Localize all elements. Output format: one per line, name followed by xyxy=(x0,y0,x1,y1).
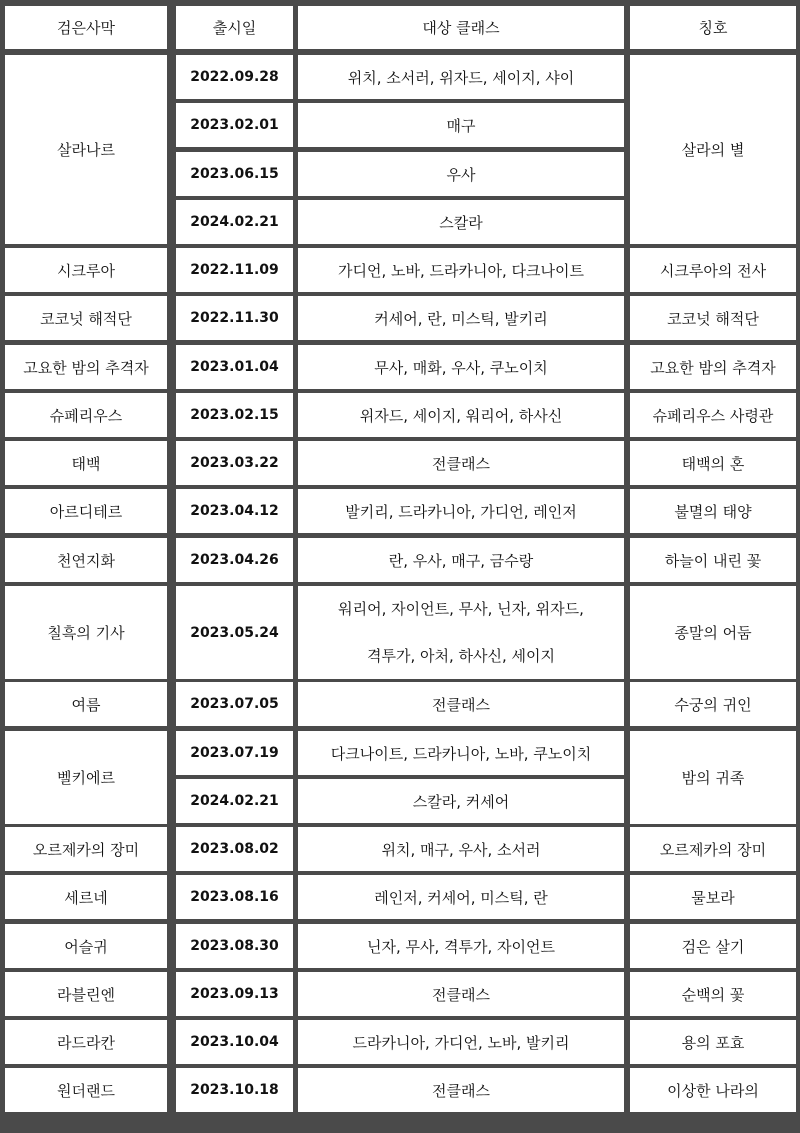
target-classes xyxy=(298,538,624,582)
release-date: 2022.11.30 xyxy=(176,296,293,340)
target-classes xyxy=(298,152,624,196)
class-list-line: 닌자, 무사, 격투가, 자이언트 xyxy=(367,937,555,956)
costume-name: 원더랜드 xyxy=(5,1068,167,1112)
costume-name: 오르제카의 장미 xyxy=(5,827,167,871)
release-date: 2023.08.16 xyxy=(176,875,293,919)
class-list-line: 우사 xyxy=(446,165,476,184)
target-classes xyxy=(298,1020,624,1064)
header-release-date: 출시일 xyxy=(176,6,293,49)
header-target-classes: 대상 클래스 xyxy=(298,6,624,49)
class-list-line: 란, 우사, 매구, 금수랑 xyxy=(388,551,534,570)
release-date: 2023.10.18 xyxy=(176,1068,293,1112)
costume-name: 라드라칸 xyxy=(5,1020,167,1064)
costume-title: 오르제카의 장미 xyxy=(630,827,796,871)
release-date: 2023.04.12 xyxy=(176,489,293,533)
release-date: 2023.02.15 xyxy=(176,393,293,437)
costume-name: 벨키에르 xyxy=(5,731,167,824)
target-classes xyxy=(298,731,624,775)
costume-name: 어슬귀 xyxy=(5,924,167,968)
release-date: 2024.02.21 xyxy=(176,779,293,823)
target-classes xyxy=(298,875,624,919)
release-date: 2023.06.15 xyxy=(176,152,293,196)
costume-title: 용의 포효 xyxy=(630,1020,796,1064)
costume-title: 종말의 어둠 xyxy=(630,586,796,679)
class-list-line: 위치, 매구, 우사, 소서러 xyxy=(381,840,541,859)
release-date: 2022.11.09 xyxy=(176,248,293,292)
target-classes xyxy=(298,55,624,99)
release-date: 2023.09.13 xyxy=(176,972,293,1016)
costume-title: 태백의 혼 xyxy=(630,441,796,485)
release-date: 2023.05.24 xyxy=(176,586,293,679)
release-date: 2023.02.01 xyxy=(176,103,293,147)
class-list-line: 발키리, 드라카니아, 가디언, 레인저 xyxy=(345,502,577,521)
target-classes xyxy=(298,827,624,871)
costume-title: 고요한 밤의 추격자 xyxy=(630,345,796,389)
target-classes xyxy=(298,972,624,1016)
costume-name: 칠흑의 기사 xyxy=(5,586,167,679)
costume-name: 세르네 xyxy=(5,875,167,919)
costume-title: 불멸의 태양 xyxy=(630,489,796,533)
costume-name: 슈페리우스 xyxy=(5,393,167,437)
target-classes xyxy=(298,586,624,679)
costume-name: 라블린엔 xyxy=(5,972,167,1016)
target-classes xyxy=(298,1068,624,1112)
class-list-line: 무사, 매화, 우사, 쿠노이치 xyxy=(374,358,548,377)
target-classes xyxy=(298,103,624,147)
release-date: 2023.07.05 xyxy=(176,682,293,726)
class-list-line: 위자드, 세이지, 워리어, 하사신 xyxy=(359,406,563,425)
target-classes xyxy=(298,296,624,340)
release-date: 2023.03.22 xyxy=(176,441,293,485)
release-date: 2023.08.30 xyxy=(176,924,293,968)
class-list-line: 워리어, 자이언트, 무사, 닌자, 위자드, xyxy=(338,600,584,619)
target-classes xyxy=(298,489,624,533)
target-classes xyxy=(298,779,624,823)
costume-name: 고요한 밤의 추격자 xyxy=(5,345,167,389)
release-date: 2022.09.28 xyxy=(176,55,293,99)
costume-title: 물보라 xyxy=(630,875,796,919)
class-list-line: 전클래스 xyxy=(432,985,490,1004)
class-list-line: 전클래스 xyxy=(432,695,490,714)
costume-title: 이상한 나라의 xyxy=(630,1068,796,1112)
costume-title: 슈페리우스 사령관 xyxy=(630,393,796,437)
header-costume: 검은사막 xyxy=(5,6,167,49)
costume-name: 천연지화 xyxy=(5,538,167,582)
costume-title: 검은 살기 xyxy=(630,924,796,968)
header-title: 칭호 xyxy=(630,6,796,49)
target-classes xyxy=(298,393,624,437)
class-list-line: 가디언, 노바, 드라카니아, 다크나이트 xyxy=(338,261,584,280)
target-classes xyxy=(298,924,624,968)
class-list-line: 전클래스 xyxy=(432,454,490,473)
release-date: 2024.02.21 xyxy=(176,200,293,244)
class-list-line: 커세어, 란, 미스틱, 발키리 xyxy=(374,309,548,328)
release-date: 2023.10.04 xyxy=(176,1020,293,1064)
costume-title: 코코넛 해적단 xyxy=(630,296,796,340)
class-list-line: 스칼라, 커세어 xyxy=(412,792,510,811)
target-classes xyxy=(298,345,624,389)
target-classes xyxy=(298,248,624,292)
costume-name: 살라나르 xyxy=(5,55,167,244)
class-list-line: 드라카니아, 가디언, 노바, 발키리 xyxy=(352,1033,570,1052)
release-date: 2023.08.02 xyxy=(176,827,293,871)
costume-title: 수궁의 귀인 xyxy=(630,682,796,726)
target-classes xyxy=(298,441,624,485)
costume-title: 시크루아의 전사 xyxy=(630,248,796,292)
class-list-line: 스칼라 xyxy=(439,213,483,232)
costume-name: 태백 xyxy=(5,441,167,485)
costume-name: 시크루아 xyxy=(5,248,167,292)
costume-name: 코코넛 해적단 xyxy=(5,296,167,340)
costume-name: 여름 xyxy=(5,682,167,726)
costume-title: 살라의 별 xyxy=(630,55,796,244)
class-list-line: 다크나이트, 드라카니아, 노바, 쿠노이치 xyxy=(330,744,592,763)
release-date: 2023.07.19 xyxy=(176,731,293,775)
class-list-line: 전클래스 xyxy=(432,1081,490,1100)
release-date: 2023.01.04 xyxy=(176,345,293,389)
costume-title: 하늘이 내린 꽃 xyxy=(630,538,796,582)
class-list-line: 매구 xyxy=(446,116,476,135)
target-classes xyxy=(298,200,624,244)
target-classes xyxy=(298,682,624,726)
class-list-line: 격투가, 아처, 하사신, 세이지 xyxy=(367,646,555,665)
class-list-line: 위치, 소서러, 위자드, 세이지, 샤이 xyxy=(347,68,575,87)
costume-title: 밤의 귀족 xyxy=(630,731,796,824)
costume-title: 순백의 꽃 xyxy=(630,972,796,1016)
costume-name: 아르디테르 xyxy=(5,489,167,533)
release-date: 2023.04.26 xyxy=(176,538,293,582)
class-list-line: 레인저, 커세어, 미스틱, 란 xyxy=(374,888,548,907)
